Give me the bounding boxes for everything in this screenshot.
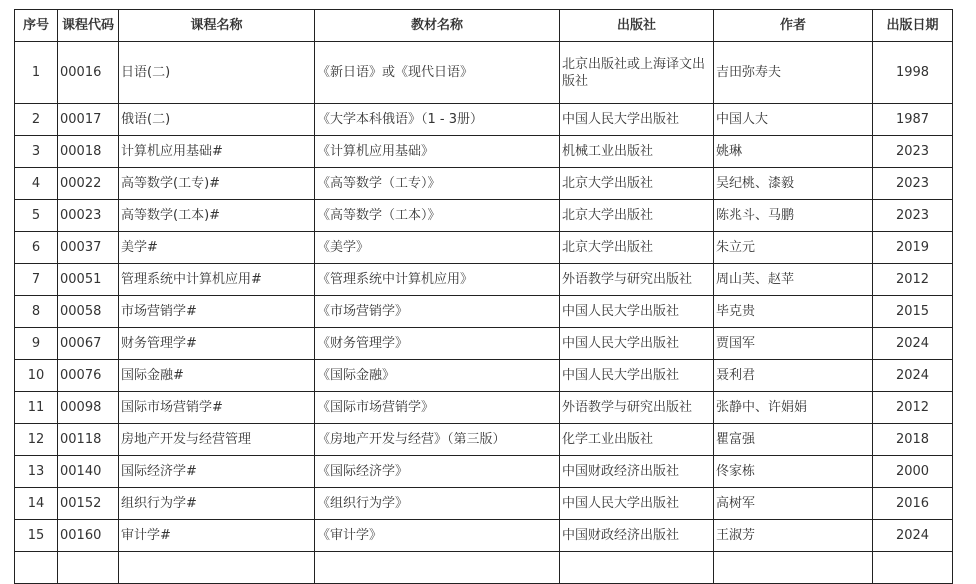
table-row bbox=[15, 456, 953, 488]
cell-publisher: 北京大学出版社 bbox=[560, 200, 714, 232]
cell-no: 2 bbox=[15, 104, 58, 136]
cell-no: 7 bbox=[15, 264, 58, 296]
cell-textbook: 《房地产开发与经营》（第三版） bbox=[315, 424, 560, 456]
cell-publisher: 中国财政经济出版社 bbox=[560, 520, 714, 552]
cell-author: 吴纪桃、漆毅 bbox=[714, 168, 873, 200]
table-row bbox=[15, 392, 953, 424]
cell-author: 瞿富强 bbox=[714, 424, 873, 456]
table-row bbox=[15, 200, 953, 232]
cell-textbook: 《国际金融》 bbox=[315, 360, 560, 392]
cell-publisher: 中国人民大学出版社 bbox=[560, 488, 714, 520]
cell-author: 张静中、许娟娟 bbox=[714, 392, 873, 424]
cell-date: 2018 bbox=[873, 424, 953, 456]
cell-textbook: 《美学》 bbox=[315, 232, 560, 264]
cell-code: 00017 bbox=[58, 104, 119, 136]
cell-no: 4 bbox=[15, 168, 58, 200]
cell-date: 2023 bbox=[873, 168, 953, 200]
cell-no: 12 bbox=[15, 424, 58, 456]
cell-code: 00023 bbox=[58, 200, 119, 232]
cell-code: 00140 bbox=[58, 456, 119, 488]
cell-no: 11 bbox=[15, 392, 58, 424]
cell-no: 14 bbox=[15, 488, 58, 520]
cell-publisher: 外语教学与研究出版社 bbox=[560, 264, 714, 296]
cell-date: 2023 bbox=[873, 136, 953, 168]
cell-author: 吉田弥寿夫 bbox=[714, 42, 873, 104]
cell-code: 00076 bbox=[58, 360, 119, 392]
cell-no: 6 bbox=[15, 232, 58, 264]
cell-course: 国际金融# bbox=[119, 360, 315, 392]
cell-no: 13 bbox=[15, 456, 58, 488]
cell-author: 王淑芳 bbox=[714, 520, 873, 552]
cell-textbook: 《国际经济学》 bbox=[315, 456, 560, 488]
cell-course: 高等数学(工本)# bbox=[119, 200, 315, 232]
table-row bbox=[15, 264, 953, 296]
cell-author: 佟家栋 bbox=[714, 456, 873, 488]
cell-code: 00037 bbox=[58, 232, 119, 264]
cell-no: 1 bbox=[15, 42, 58, 104]
cell-no: 5 bbox=[15, 200, 58, 232]
cell-course: 计算机应用基础# bbox=[119, 136, 315, 168]
cell-code: 00058 bbox=[58, 296, 119, 328]
cell-course: 国际经济学# bbox=[119, 456, 315, 488]
header-publisher: 出版社 bbox=[560, 10, 714, 42]
header-date: 出版日期 bbox=[873, 10, 953, 42]
cell-code: 00016 bbox=[58, 42, 119, 104]
table-row bbox=[15, 552, 953, 584]
cell-publisher: 中国人民大学出版社 bbox=[560, 328, 714, 360]
cell-textbook: 《国际市场营销学》 bbox=[315, 392, 560, 424]
cell-code: 00067 bbox=[58, 328, 119, 360]
cell-date: 1998 bbox=[873, 42, 953, 104]
cell-author: 贾国军 bbox=[714, 328, 873, 360]
cell-course: 管理系统中计算机应用# bbox=[119, 264, 315, 296]
cell-code: 00098 bbox=[58, 392, 119, 424]
cell-textbook: 《新日语》或《现代日语》 bbox=[315, 42, 560, 104]
header-author: 作者 bbox=[714, 10, 873, 42]
cell-textbook: 《财务管理学》 bbox=[315, 328, 560, 360]
cell-textbook: 《组织行为学》 bbox=[315, 488, 560, 520]
cell-no: 15 bbox=[15, 520, 58, 552]
cell-code: 00118 bbox=[58, 424, 119, 456]
cell-course: 房地产开发与经营管理 bbox=[119, 424, 315, 456]
cell-no: 10 bbox=[15, 360, 58, 392]
cell-publisher: 中国人民大学出版社 bbox=[560, 296, 714, 328]
cell-date: 2012 bbox=[873, 264, 953, 296]
table-row bbox=[15, 520, 953, 552]
cell-publisher: 北京大学出版社 bbox=[560, 232, 714, 264]
cell-textbook: 《市场营销学》 bbox=[315, 296, 560, 328]
cell-course: 美学# bbox=[119, 232, 315, 264]
table-row bbox=[15, 296, 953, 328]
cell-textbook: 《高等数学（工专）》 bbox=[315, 168, 560, 200]
cell-publisher: 外语教学与研究出版社 bbox=[560, 392, 714, 424]
cell-date: 2019 bbox=[873, 232, 953, 264]
cell-course: 组织行为学# bbox=[119, 488, 315, 520]
cell-no: 3 bbox=[15, 136, 58, 168]
header-course: 课程名称 bbox=[119, 10, 315, 42]
cell-publisher: 北京出版社或上海译文出版社 bbox=[560, 42, 714, 104]
textbook-table bbox=[14, 9, 953, 584]
cell-no: 8 bbox=[15, 296, 58, 328]
table-row bbox=[15, 232, 953, 264]
table-row bbox=[15, 168, 953, 200]
cell-publisher: 中国人民大学出版社 bbox=[560, 360, 714, 392]
table-row bbox=[15, 488, 953, 520]
cell-author: 朱立元 bbox=[714, 232, 873, 264]
cell-code: 00051 bbox=[58, 264, 119, 296]
cell-course: 市场营销学# bbox=[119, 296, 315, 328]
cell-date: 2024 bbox=[873, 520, 953, 552]
cell-date: 1987 bbox=[873, 104, 953, 136]
cell-date: 2000 bbox=[873, 456, 953, 488]
cell-course: 财务管理学# bbox=[119, 328, 315, 360]
cell-author: 高树军 bbox=[714, 488, 873, 520]
cell-code: 00160 bbox=[58, 520, 119, 552]
cell-publisher: 中国人民大学出版社 bbox=[560, 104, 714, 136]
table-row bbox=[15, 136, 953, 168]
cell-textbook: 《审计学》 bbox=[315, 520, 560, 552]
cell-textbook: 《管理系统中计算机应用》 bbox=[315, 264, 560, 296]
cell-date: 2023 bbox=[873, 200, 953, 232]
table-row bbox=[15, 104, 953, 136]
cell-code: 00022 bbox=[58, 168, 119, 200]
cell-publisher: 北京大学出版社 bbox=[560, 168, 714, 200]
cell-textbook: 《大学本科俄语》（1 - 3册） bbox=[315, 104, 560, 136]
cell-course: 俄语(二) bbox=[119, 104, 315, 136]
header-row bbox=[15, 10, 953, 42]
cell-date: 2024 bbox=[873, 360, 953, 392]
cell-code: 00018 bbox=[58, 136, 119, 168]
cell-date: 2015 bbox=[873, 296, 953, 328]
table-row bbox=[15, 424, 953, 456]
header-code: 课程代码 bbox=[58, 10, 119, 42]
cell-author: 聂利君 bbox=[714, 360, 873, 392]
cell-textbook: 《高等数学（工本）》 bbox=[315, 200, 560, 232]
cell-no: 9 bbox=[15, 328, 58, 360]
table-row bbox=[15, 360, 953, 392]
cell-author: 周山芙、赵苹 bbox=[714, 264, 873, 296]
header-textbook: 教材名称 bbox=[315, 10, 560, 42]
cell-code: 00152 bbox=[58, 488, 119, 520]
cell-date: 2024 bbox=[873, 328, 953, 360]
cell-course: 高等数学(工专)# bbox=[119, 168, 315, 200]
cell-publisher: 中国财政经济出版社 bbox=[560, 456, 714, 488]
table-row bbox=[15, 42, 953, 104]
cell-textbook: 《计算机应用基础》 bbox=[315, 136, 560, 168]
table-row bbox=[15, 328, 953, 360]
cell-author: 中国人大 bbox=[714, 104, 873, 136]
cell-course: 审计学# bbox=[119, 520, 315, 552]
header-no: 序号 bbox=[15, 10, 58, 42]
cell-author: 毕克贵 bbox=[714, 296, 873, 328]
cell-course: 日语(二) bbox=[119, 42, 315, 104]
cell-publisher: 机械工业出版社 bbox=[560, 136, 714, 168]
cell-author: 姚琳 bbox=[714, 136, 873, 168]
cell-author: 陈兆斗、马鹏 bbox=[714, 200, 873, 232]
cell-course: 国际市场营销学# bbox=[119, 392, 315, 424]
cell-publisher: 化学工业出版社 bbox=[560, 424, 714, 456]
cell-date: 2012 bbox=[873, 392, 953, 424]
cell-date: 2016 bbox=[873, 488, 953, 520]
